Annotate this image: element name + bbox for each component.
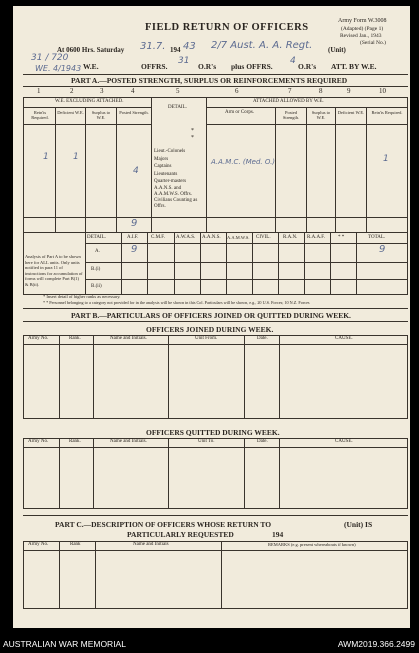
col-num-4: 4: [131, 87, 135, 95]
note-categories: * * Personnel belonging to a category not provided for in the analysis will be shown in this Col. Particulars will be shown, e.g., 20 U.S. Forces; 10 N.Z. Forces: [43, 300, 310, 305]
an-head-civil: CIVIL.: [256, 235, 271, 240]
army-form-no: Army Form W.3008: [338, 18, 387, 24]
an-head-ran: R.A.N.: [283, 235, 298, 240]
quitted-title: OFFICERS QUITTED DURING WEEK.: [146, 428, 280, 437]
head-att-surplus: Surplus to W.E.: [311, 110, 331, 120]
part-c-year: 194: [272, 530, 284, 539]
col-num-9: 9: [347, 87, 351, 95]
an-head-aamws: A.A.M.W.S.: [227, 235, 250, 240]
plus-offrs-label: plus OFFRS.: [231, 62, 273, 71]
rank-aans: A.A.N.S. and A.A.M.W.S. Offrs.: [154, 185, 192, 197]
head-detail: DETAIL.: [168, 105, 187, 110]
quitted-col-army-no: Army No.: [28, 439, 49, 444]
form-title: FIELD RETURN OF OFFICERS: [145, 22, 309, 33]
head-arm-corps: Arm or Corps.: [225, 110, 255, 115]
col-num-8: 8: [319, 87, 323, 95]
quitted-col-name: Name and Initials.: [110, 439, 147, 444]
head-reints-req: Rein'ts Required.: [31, 110, 49, 120]
an-head-aans: A.A.N.S.: [202, 235, 221, 240]
quitted-col-rank: Rank.: [69, 439, 81, 444]
joined-col-rank: Rank.: [69, 336, 81, 341]
an-head-awas: A.W.A.S.: [176, 235, 196, 240]
rank-lieutenants: Lieutenants: [154, 171, 178, 177]
arm-handwritten: A.A.M.C. (Med. O.): [211, 158, 276, 166]
rank-list: [154, 148, 204, 210]
joined-col-name: Name and Initials.: [110, 336, 147, 341]
rank-lt-col: Lieut.-Colonels: [154, 149, 186, 154]
rank-qm: Quarter-masters: [154, 179, 187, 184]
form-page: [13, 6, 410, 628]
col-num-7: 7: [288, 87, 292, 95]
partc-col-remarks: REMARKS (e.g. present whereabouts if known): [268, 542, 356, 547]
an-total-handwritten: 9: [379, 244, 386, 255]
ors2-label: O.R's: [298, 62, 317, 71]
an-head-detail: DETAIL.: [87, 235, 106, 240]
joined-col-unit-from: Unit From.: [195, 336, 218, 341]
offrs-label: OFFRS.: [141, 62, 168, 71]
part-c-unit-label: (Unit) IS: [344, 520, 373, 529]
joined-col-cause: CAUSE.: [335, 336, 353, 341]
detail-asterisks: * *: [191, 128, 194, 141]
joined-col-date: Date.: [257, 336, 268, 341]
date-handwritten: 31.7.: [140, 41, 166, 52]
analysis-note: Analysis of Part A to be shown here for ALL units. Only units notified in para 11 of instructions for accumulation of forms will complete Part B(1) & B(ii).: [25, 254, 83, 287]
note-higher-ranks: * Insert detail of higher ranks as necessary.: [43, 294, 121, 299]
col-num-5: 5: [176, 87, 180, 95]
an-row-a: A.: [95, 249, 100, 254]
total-handwritten: 9: [131, 218, 138, 229]
an-head-raaf: R.A.A.F.: [307, 235, 325, 240]
partc-col-name: Name and Initials: [133, 542, 169, 547]
col-num-6: 6: [235, 87, 239, 95]
att-allowed-label: ATTACHED ALLOWED BY W.E.: [253, 99, 324, 104]
rank-captains: Captains: [154, 164, 172, 169]
att-by-we-label: ATT. BY W.E.: [331, 62, 377, 71]
col-num-2: 2: [70, 87, 74, 95]
an-head-cmf: C.M.F.: [151, 235, 165, 240]
an-head-total: TOTAL.: [368, 235, 386, 240]
col10-handwritten: 1: [383, 154, 389, 164]
col-num-10: 10: [379, 87, 386, 95]
head-att-reints: Rein'ts Required.: [371, 110, 403, 115]
revised-note: Revised Jan., 1943: [340, 33, 382, 39]
col-num-1: 1: [37, 87, 41, 95]
joined-title: OFFICERS JOINED DURING WEEK.: [146, 325, 274, 334]
we-excl-label: W.E. EXCLUDING ATTACHED.: [55, 99, 124, 104]
quitted-col-date: Date.: [257, 439, 268, 444]
col-num-3: 3: [100, 87, 104, 95]
head-surplus: Surplus to W.E.: [91, 110, 111, 120]
footer-accession-no: AWM2019.366.2499: [337, 639, 415, 649]
notes-handwritten: WE. 4/1943: [35, 64, 82, 73]
archive-footer: [0, 636, 419, 653]
an-row-bi: B.(i): [91, 267, 101, 272]
rank-civilians: Civilians Counting as Offrs.: [154, 197, 198, 209]
an-row-bii: B.(ii): [91, 284, 102, 289]
we-handwritten: 31 / 720: [31, 53, 69, 63]
ors-label: O.R's: [198, 62, 217, 71]
footer-institution: AUSTRALIAN WAR MEMORIAL: [3, 639, 126, 649]
we-label: W.E.: [83, 62, 99, 71]
an-aif-handwritten: 9: [131, 244, 138, 255]
quitted-col-cause: CAUSE.: [335, 439, 353, 444]
part-c-title: PART C.—DESCRIPTION OF OFFICERS WHOSE RETURN TO: [55, 520, 272, 529]
head-att-deficient: Deficient W.E.: [337, 110, 365, 115]
rank-majors: Majors: [154, 156, 169, 162]
partc-col-army-no: Army No.: [28, 542, 49, 547]
part-b-title: PART B.—PARTICULARS OF OFFICERS JOINED OR QUITTED DURING WEEK.: [71, 311, 351, 320]
ors-handwritten: 4: [290, 56, 296, 66]
serial-no: (Serial No.): [360, 40, 386, 46]
an-head-aif: A.I.F.: [127, 235, 139, 240]
at-line-label: At 0600 Hrs. Saturday: [57, 46, 125, 54]
head-deficient: Deficient W.E.: [57, 110, 84, 115]
part-a-title: PART A.—POSTED STRENGTH, SURPLUS OR REINFORCEMENTS REQUIRED: [71, 76, 348, 85]
col4-handwritten: 4: [133, 166, 139, 176]
an-head-other: * *: [338, 235, 345, 240]
col2-handwritten: 1: [43, 152, 49, 162]
unit-handwritten: 2/7 Aust. A. A. Regt.: [211, 40, 313, 51]
part-c-requested: PARTICULARLY REQUESTED: [127, 530, 234, 539]
offrs-handwritten: 31: [178, 56, 190, 66]
head-att-posted: Posted Strength.: [282, 110, 300, 120]
year-label: 194: [170, 46, 181, 54]
joined-col-army-no: Army No.: [28, 336, 49, 341]
unit-label: (Unit): [328, 46, 346, 54]
partc-col-rank: Rank: [70, 542, 81, 547]
quitted-col-unit-to: Unit To.: [198, 439, 215, 444]
year-handwritten: 43: [183, 41, 196, 52]
col3-handwritten: 1: [73, 152, 79, 162]
head-posted: Posted Strength.: [119, 110, 149, 115]
adapted-note: (Adapted) (Page 1): [341, 26, 384, 32]
